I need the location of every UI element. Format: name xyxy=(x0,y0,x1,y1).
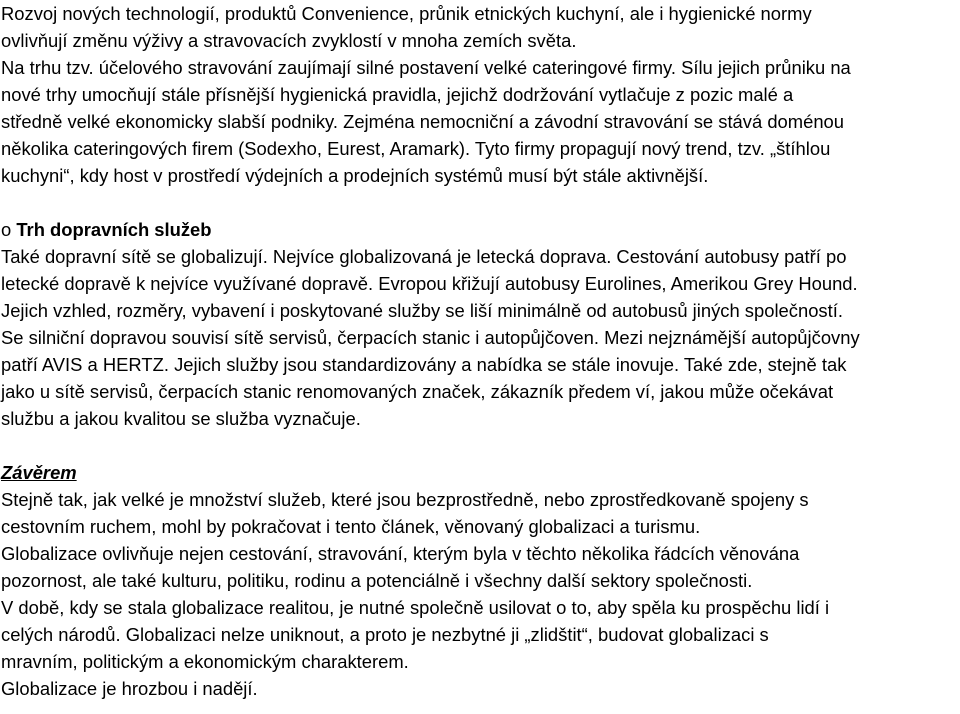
conclusion-section xyxy=(0,459,958,702)
text-line: V době, kdy se stala globalizace realitou, je nutné společně usilovat o to, aby spěla ku prospěchu lidí i xyxy=(1,597,830,618)
text-line: Globalizace je hrozbou i nadějí. xyxy=(1,678,258,699)
transport-section xyxy=(0,216,958,432)
text-line: ovlivňují změnu výživy a stravovacích zvyklostí v mnoha zemích světa. xyxy=(1,30,577,51)
paragraph-gap xyxy=(0,432,958,459)
text-line: mravním, politickým a ekonomickým charakterem. xyxy=(1,651,409,672)
text-line: nové trhy umocňují stále přísnější hygienická pravidla, jejichž dodržování vytlačuje z pozic malé a xyxy=(1,84,794,105)
text-line: službu a jakou kvalitou se služba vyznačuje. xyxy=(1,408,361,429)
text-line: patří AVIS a HERTZ. Jejich služby jsou standardizovány a nabídka se stále inovuje. Také zde, stejně tak xyxy=(1,354,847,375)
transport-heading: Trh dopravních služeb xyxy=(16,219,212,240)
text-line: Se silniční dopravou souvisí sítě servisů, čerpacích stanic i autopůjčoven. Mezi nejznámější autopůjčovny xyxy=(1,327,860,348)
text-line: pozornost, ale také kulturu, politiku, rodinu a potenciálně i všechny další sektory společnosti. xyxy=(1,570,753,591)
bullet-marker: o xyxy=(1,219,17,240)
text-line: Také dopravní sítě se globalizují. Nejvíce globalizovaná je letecká doprava. Cestování autobusy patří po xyxy=(1,246,847,267)
paragraph-gap xyxy=(0,189,958,216)
text-line: Na trhu tzv. účelového stravování zaujímají silné postavení velké cateringové firmy. Sílu jejich průniku na xyxy=(1,57,851,78)
section-heading xyxy=(0,216,958,243)
text-line: jako u sítě servisů, čerpacích stanic renomovaných značek, zákazník předem ví, jakou může očekávat xyxy=(1,381,834,402)
text-line: několika cateringových firem (Sodexho, Eurest, Aramark). Tyto firmy propagují nový trend, tzv. „štíhlou xyxy=(1,138,831,159)
text-line: Globalizace ovlivňuje nejen cestování, stravování, kterým byla v těchto několika řádcích věnována xyxy=(1,543,800,564)
text-line: středně velké ekonomicky slabší podniky. Zejména nemocniční a závodní stravování se stává doménou xyxy=(1,111,845,132)
intro-section xyxy=(0,0,958,189)
text-line: cestovním ruchem, mohl by pokračovat i tento článek, věnovaný globalizaci a turismu. xyxy=(1,516,701,537)
conclusion-heading: Závěrem xyxy=(1,462,77,483)
text-line: kuchyni“, kdy host v prostředí výdejních a prodejních systémů musí být stále aktivnější. xyxy=(1,165,709,186)
text-line: letecké dopravě k nejvíce využívané dopravě. Evropou křižují autobusy Eurolines, Amerikou Grey Hound. xyxy=(1,273,858,294)
text-line: celých národů. Globalizaci nelze uniknout, a proto je nezbytné ji „zlidštit“, budovat globalizaci s xyxy=(1,624,769,645)
text-line: Rozvoj nových technologií, produktů Convenience, průnik etnických kuchyní, ale i hygienické normy xyxy=(1,3,812,24)
text-line: Stejně tak, jak velké je množství služeb, které jsou bezprostředně, nebo zprostředkovaně spojeny s xyxy=(1,489,809,510)
text-line: Jejich vzhled, rozměry, vybavení i poskytované služby se liší minimálně od autobusů jiných společností. xyxy=(1,300,843,321)
section-heading xyxy=(0,459,958,486)
